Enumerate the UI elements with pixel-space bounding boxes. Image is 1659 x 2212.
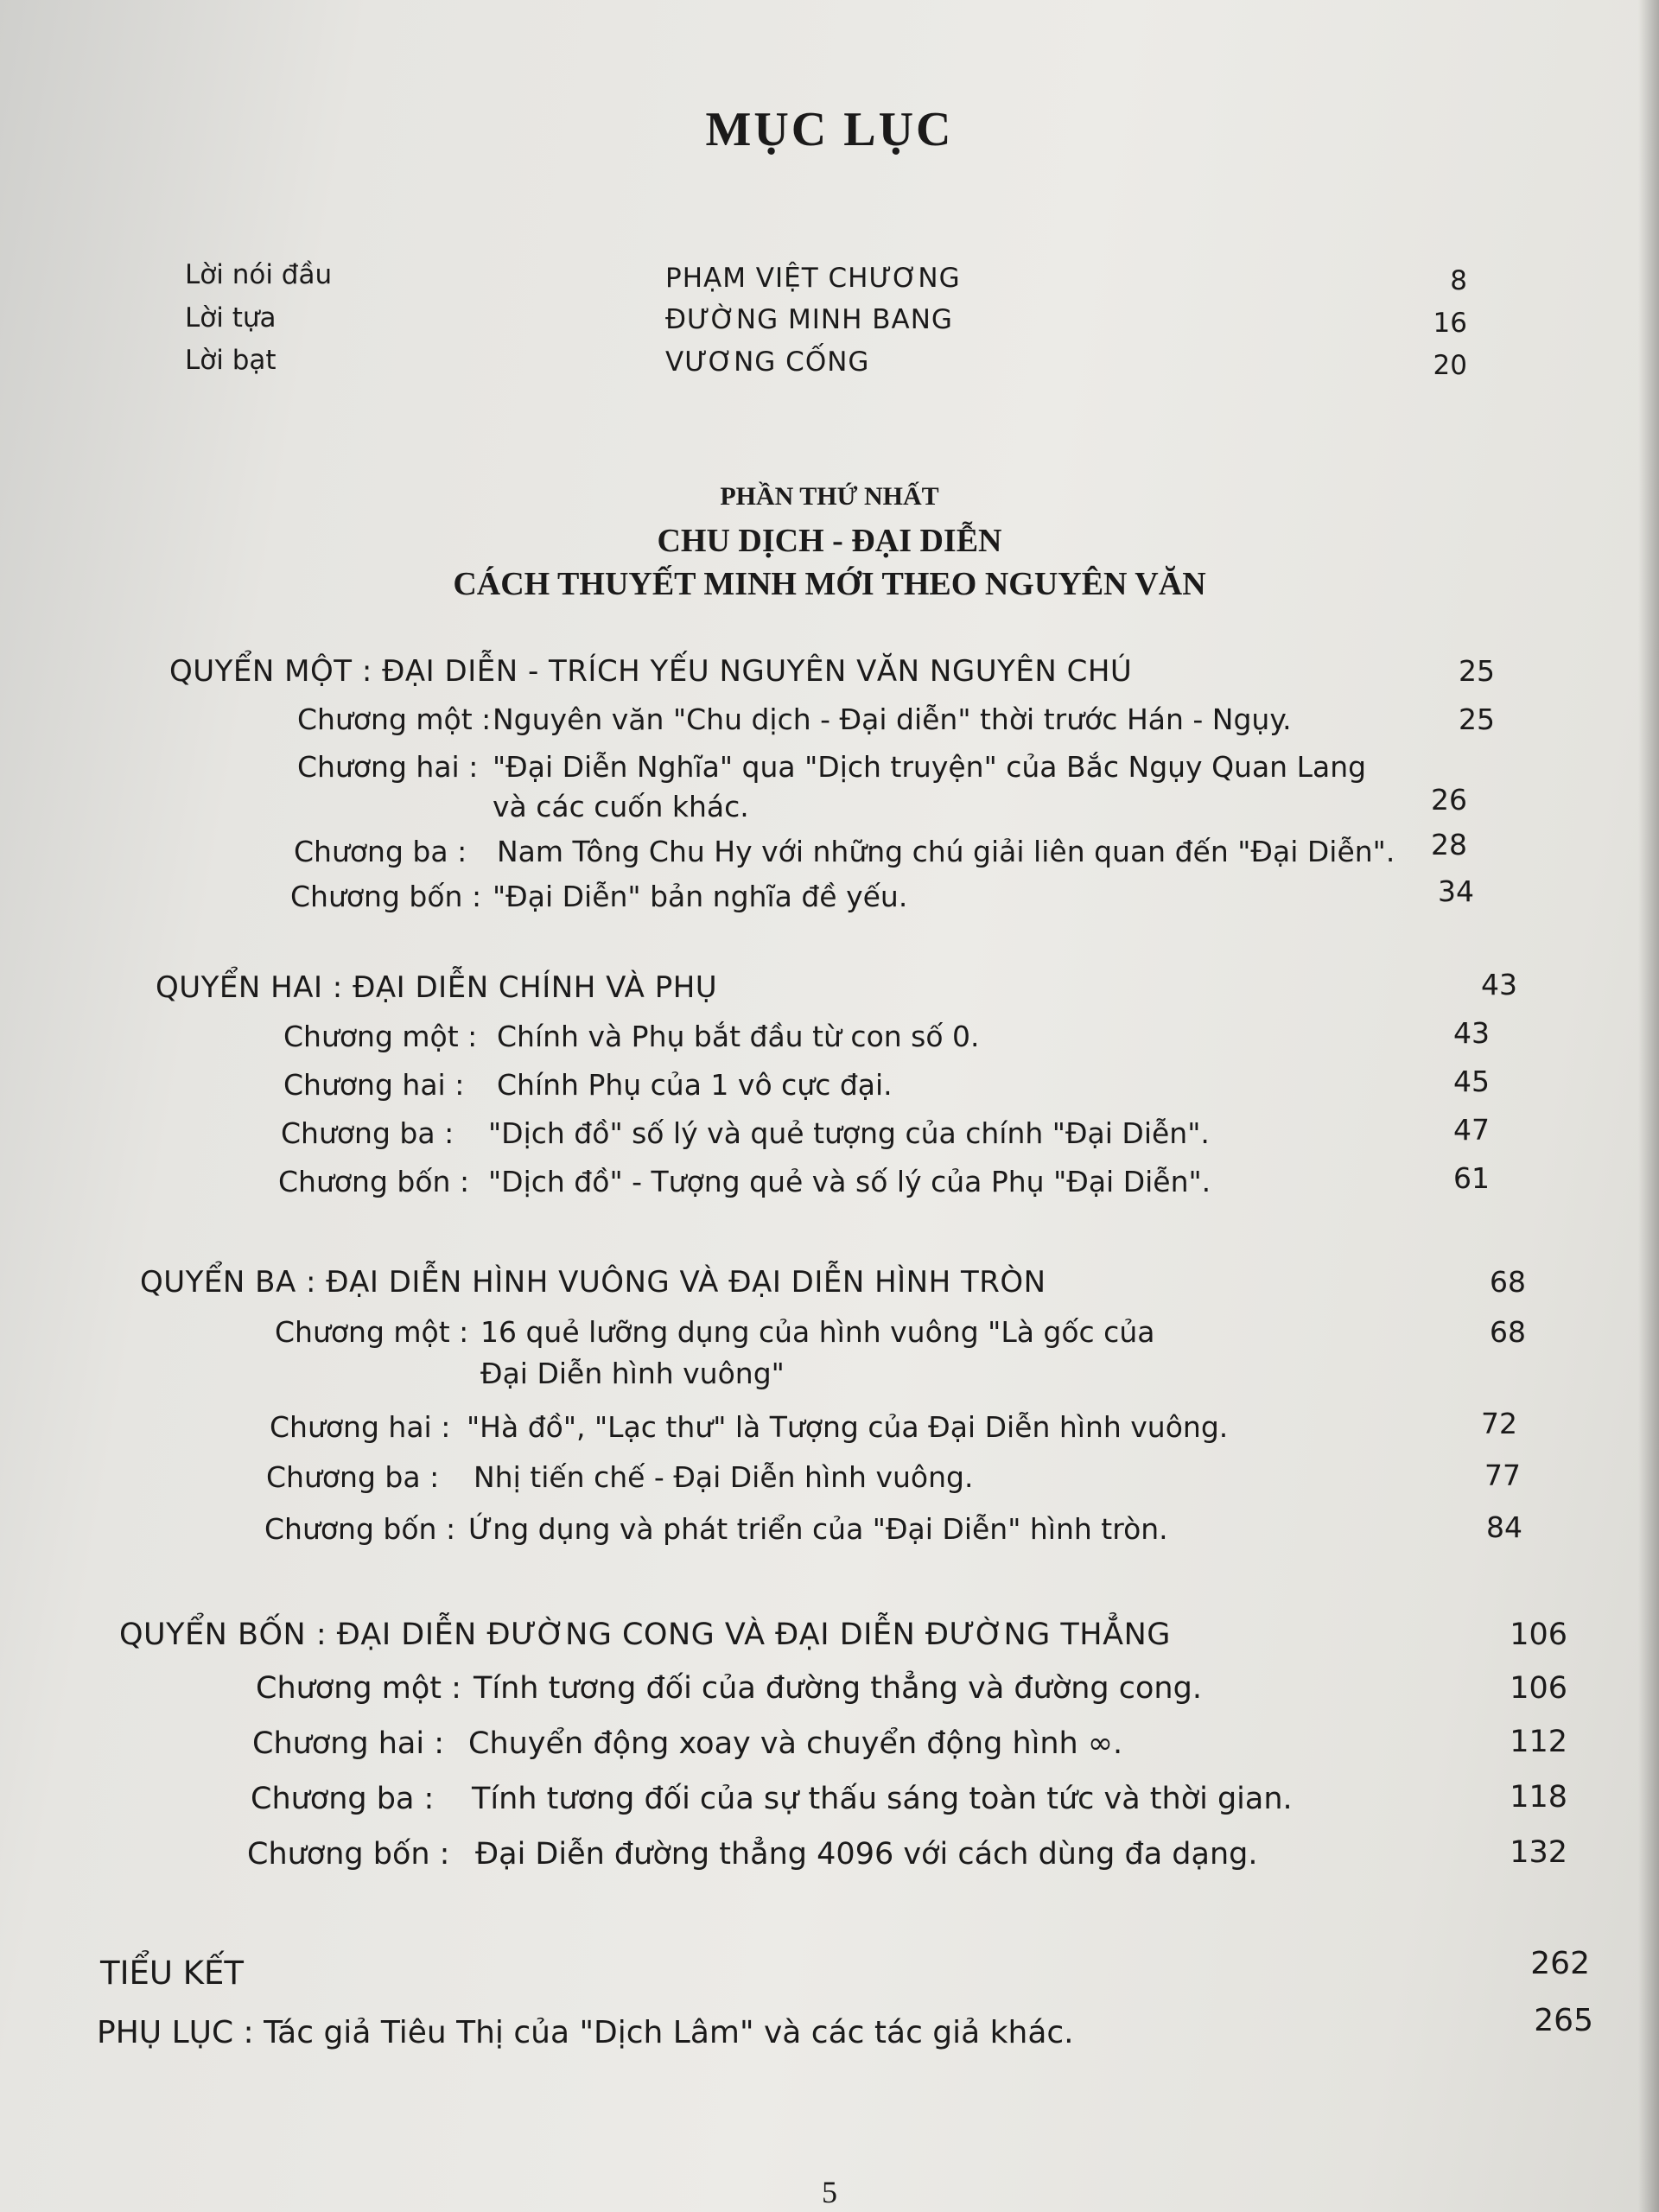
chapter-page: 112 [1510,1725,1567,1759]
front-matter-label: Lời nói đầu [185,259,333,290]
chapter-page: 132 [1510,1835,1567,1870]
chapter-label: Chương một : [297,702,492,736]
front-matter-author: VƯƠNG CỐNG [665,346,870,378]
chapter-page: 68 [1490,1315,1526,1349]
front-matter-page: 8 [1450,265,1467,296]
chapter-label: Chương một : [275,1315,469,1349]
summary-entry: TIỂU KẾT [100,1955,244,1992]
chapter-page: 25 [1459,702,1495,736]
chapter-title: "Dịch đồ" số lý và quẻ tượng của chính "Đại Diễn". [488,1116,1210,1150]
chapter-label: Chương bốn : [278,1165,470,1198]
chapter-page: 106 [1510,1671,1567,1706]
chapter-title: Ứng dụng và phát triển của "Đại Diễn" hình tròn. [468,1512,1168,1546]
chapter-title-continued: Đại Diễn hình vuông" [480,1357,785,1390]
chapter-label: Chương bốn : [264,1512,456,1546]
front-matter-label: Lời bạt [185,345,276,376]
chapter-label: Chương hai : [283,1068,465,1102]
chapter-label: Chương một : [283,1020,478,1053]
chapter-page: 47 [1453,1113,1490,1147]
chapter-title: Nam Tông Chu Hy với những chú giải liên quan đến "Đại Diễn". [497,835,1395,868]
chapter-page: 118 [1510,1780,1567,1815]
book-page: 43 [1481,968,1517,1001]
book-title: QUYỂN BỐN : ĐẠI DIỄN ĐƯỜNG CONG VÀ ĐẠI DIỄN ĐƯỜNG THẲNG [119,1618,1171,1652]
chapter-page: 84 [1486,1510,1522,1544]
chapter-title: "Đại Diễn Nghĩa" qua "Dịch truyện" của Bắc Ngụy Quan Lang [493,750,1367,784]
appendix-entry: PHỤ LỤC : Tác giả Tiêu Thị của "Dịch Lâm" và các tác giả khác. [97,2015,1074,2050]
front-matter-page: 16 [1433,308,1467,339]
chapter-label: Chương một : [256,1671,461,1706]
part-title-line2: CÁCH THUYẾT MINH MỚI THEO NGUYÊN VĂN [453,566,1206,602]
page-title: MỤC LỤC [705,103,954,156]
chapter-label: Chương ba : [294,835,467,868]
chapter-label: Chương hai : [297,750,479,784]
front-matter-page: 20 [1433,350,1467,381]
chapter-label: Chương ba : [266,1460,440,1494]
chapter-label: Chương ba : [251,1782,435,1816]
chapter-label: Chương hai : [252,1726,445,1761]
chapter-page: 77 [1484,1459,1521,1492]
chapter-title: "Hà đồ", "Lạc thư" là Tượng của Đại Diễn hình vuông. [467,1410,1229,1444]
book-title: QUYỂN MỘT : ĐẠI DIỄN - TRÍCH YẾU NGUYÊN VĂN NGUYÊN CHÚ [169,654,1133,689]
chapter-title: Tính tương đối của sự thấu sáng toàn tức và thời gian. [472,1782,1293,1816]
chapter-page: 45 [1453,1065,1490,1098]
appendix-page: 265 [1534,2003,1593,2038]
chapter-title: Nguyên văn "Chu dịch - Đại diễn" thời trước Hán - Ngụy. [493,702,1292,736]
chapter-title: "Dịch đồ" - Tượng quẻ và số lý của Phụ "Đại Diễn". [488,1165,1211,1198]
front-matter-label: Lời tựa [185,302,276,334]
book-page: 68 [1490,1265,1526,1299]
chapter-title: "Đại Diễn" bản nghĩa đề yếu. [493,880,908,913]
chapter-title: 16 quẻ lưỡng dụng của hình vuông "Là gốc của [480,1315,1155,1349]
page-number: 5 [822,2175,837,2209]
book-page: 106 [1510,1618,1567,1652]
chapter-title: Chính và Phụ bắt đầu từ con số 0. [497,1020,980,1053]
chapter-label: Chương bốn : [290,880,482,913]
chapter-label: Chương ba : [281,1116,454,1150]
front-matter-author: PHẠM VIỆT CHƯƠNG [665,263,961,294]
chapter-page: 43 [1453,1016,1490,1050]
chapter-title: Tính tương đối của đường thẳng và đường cong. [474,1671,1202,1706]
part-title-line1: CHU DỊCH - ĐẠI DIỄN [657,523,1002,559]
part-heading: PHẦN THỨ NHẤT [720,482,939,511]
chapter-label: Chương bốn : [247,1837,450,1872]
book-title: QUYỂN HAI : ĐẠI DIỄN CHÍNH VÀ PHỤ [156,970,718,1005]
front-matter-author: ĐƯỜNG MINH BANG [665,304,953,335]
chapter-title-continued: và các cuốn khác. [493,790,749,823]
chapter-title: Nhị tiến chế - Đại Diễn hình vuông. [474,1460,974,1494]
chapter-title: Đại Diễn đường thẳng 4096 với cách dùng đa dạng. [475,1837,1258,1872]
summary-page: 262 [1530,1946,1590,1981]
chapter-page: 72 [1481,1407,1517,1440]
book-title: QUYỂN BA : ĐẠI DIỄN HÌNH VUÔNG VÀ ĐẠI DIỄN HÌNH TRÒN [140,1265,1046,1300]
chapter-title: Chính Phụ của 1 vô cực đại. [497,1068,893,1102]
chapter-page: 26 [1431,783,1467,817]
chapter-title: Chuyển động xoay và chuyển động hình ∞. [468,1726,1123,1761]
chapter-page: 34 [1438,874,1474,908]
book-page: 25 [1459,654,1495,688]
chapter-page: 61 [1453,1161,1490,1195]
chapter-label: Chương hai : [270,1410,451,1444]
chapter-page: 28 [1431,828,1467,861]
